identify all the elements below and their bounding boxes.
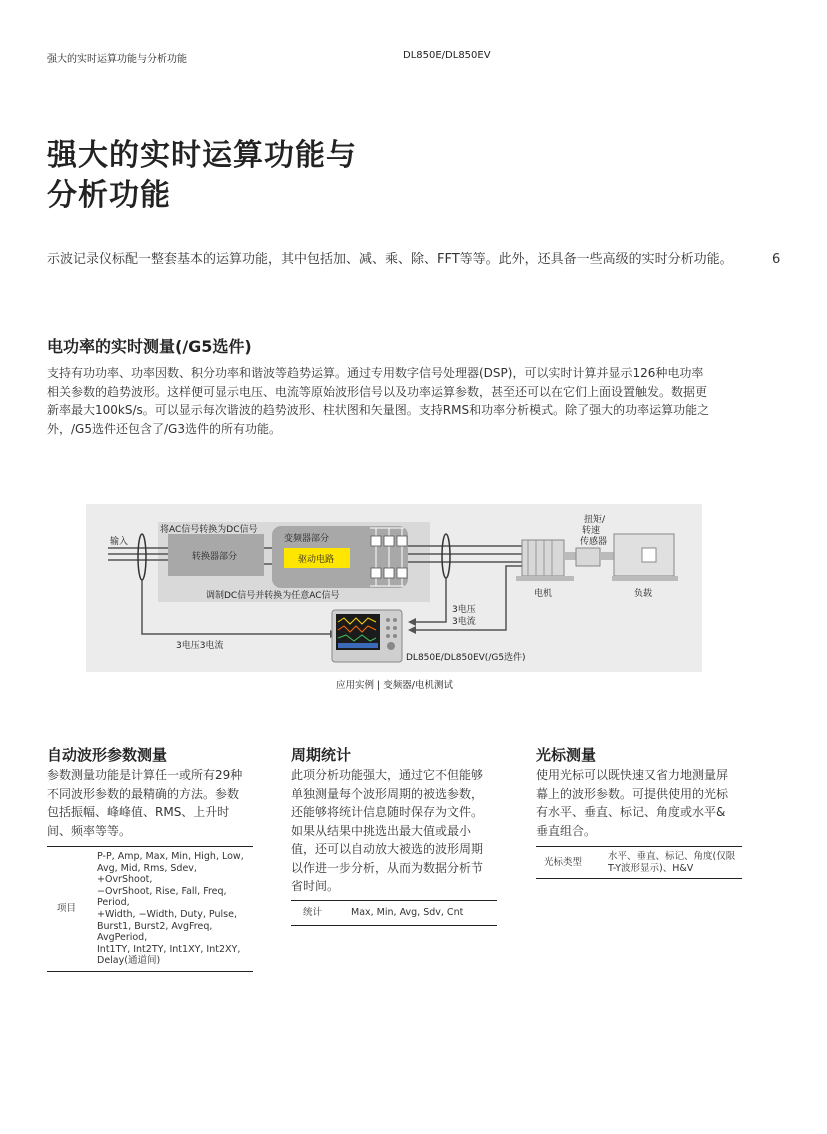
col2-heading: 周期统计: [291, 746, 352, 764]
i3-label: 3电流: [452, 617, 476, 627]
col1-table-label: 项目: [47, 847, 93, 972]
col2-line: 以作进一步分析，从而为数据分析节: [291, 860, 484, 875]
col1-line: 包括振幅、峰峰值、RMS、上升时: [47, 805, 230, 819]
intro-paragraph: 示波记录仪标配一整套基本的运算功能，其中包括加、减、乘、除、FFT等等。此外，还具备一些高级的实时分析功能。: [47, 252, 733, 267]
diagram-caption: 应用实例 | 变频器/电机测试: [336, 680, 453, 691]
param-line: Burst1, Burst2, AvgFreq, AvgPeriod,: [97, 920, 213, 944]
power-line: 相关参数的趋势波形。这样便可显示电压、电流等原始波形信号以及功率运算参数，甚至还可以在它们上面设置触发。数据更: [47, 384, 708, 399]
inverter-motor-diagram: [86, 504, 702, 672]
param-line: Avg, Mid, Rms, Sdev, +OvrShoot,: [97, 862, 197, 886]
param-line: +Width, −Width, Duty, Pulse,: [97, 908, 237, 920]
col3-line: 幕上的波形参数。可提供使用的光标: [536, 786, 729, 801]
col2-line: 如果从结果中挑选出最大值或最小: [291, 823, 472, 838]
running-header: 强大的实时运算功能与分析功能: [47, 54, 187, 65]
param-line: P-P, Amp, Max, Min, High, Low,: [97, 851, 244, 862]
converter-label: 转换器部分: [192, 552, 238, 562]
v3-label: 3电压: [452, 605, 476, 615]
col2-line: 单独测量每个波形周期的被选参数，: [291, 786, 484, 801]
col2-table-label: 统计: [291, 901, 347, 926]
param-line: Int1TY, Int2TY, Int1XY, Int2XY,: [97, 943, 241, 955]
col3-table-values: [604, 847, 742, 879]
motor-label: 电机: [534, 589, 553, 599]
col3-table-label: 光标类型: [536, 847, 604, 879]
drive-circuit-label: 驱动电路: [298, 555, 335, 565]
page-title-line2: 分析功能: [47, 178, 171, 213]
col2-table: [291, 900, 497, 926]
cursor-type-line: T-Y波形显示)、H&V: [608, 862, 694, 874]
v3i3-left-label: 3电压3电流: [176, 641, 224, 651]
col1-table: [47, 846, 253, 972]
col3-table: [536, 846, 742, 879]
dc-ac-label: 调制DC信号并转换为任意AC信号: [206, 591, 340, 601]
power-section-heading: 电功率的实时测量(/G5选件): [47, 337, 252, 356]
col3-line: 有水平、垂直、标记、角度或水平&: [536, 805, 726, 819]
col1-line: 间、频率等等。: [47, 823, 132, 838]
col2-line: 值，还可以自动放大被选的波形周期: [291, 842, 484, 856]
page-title: [47, 136, 357, 216]
col2-line: 还能够将统计信息随时保存为文件。: [291, 805, 484, 819]
power-line: 新率最大100kS/s。可以显示每次谐波的趋势波形、柱状图和矢量图。支持RMS和功率分析模式。除了强大的功率运算功能之: [47, 403, 710, 417]
col1-heading: 自动波形参数测量: [47, 746, 168, 764]
col3-heading: 光标测量: [536, 746, 597, 764]
motor-base: [516, 576, 574, 581]
col1-table-values: [93, 847, 253, 972]
torque-label-1: 扭矩/: [584, 515, 606, 525]
param-line: Delay(通道间): [97, 955, 161, 967]
col2-line: 此项分析功能强大，通过它不但能够: [291, 768, 484, 782]
col1-line: 参数测量功能是计算任一或所有29种: [47, 768, 243, 782]
torque-label-3: 传感器: [580, 537, 608, 547]
power-section-body: [47, 364, 767, 438]
power-line: 支持有功功率、功率因数、积分功率和谐波等趋势运算。通过专用数字信号处理器(DSP)，可以实时计算并显示126种电功率: [47, 366, 704, 380]
torque-sensor: [576, 548, 600, 566]
col3-line: 垂直组合。: [536, 823, 597, 838]
page-number: 6: [772, 252, 781, 267]
input-label: 输入: [110, 537, 129, 547]
col2-table-value: Max, Min, Avg, Sdv, Cnt: [347, 901, 497, 926]
col3-line: 使用光标可以既快速又省力地测量屏: [536, 768, 729, 782]
inverter-label: 变频器部分: [284, 534, 330, 544]
model-header: DL850E/DL850EV: [403, 50, 491, 61]
load-label: 负载: [634, 589, 653, 599]
ac-dc-label: 将AC信号转换为DC信号: [160, 525, 258, 535]
col1-line: 不同波形参数的最精确的方法。参数: [47, 786, 240, 801]
col2-body: [291, 766, 501, 896]
cursor-type-line: 水平、垂直、标记、角度(仅限: [608, 851, 736, 862]
col3-body: [536, 766, 746, 840]
col2-line: 省时间。: [291, 879, 340, 893]
param-line: −OvrShoot, Rise, Fall, Freq, Period,: [97, 885, 227, 909]
torque-label-2: 转速: [582, 526, 601, 536]
load-base: [612, 576, 678, 581]
page-title-line1: 强大的实时运算功能与: [47, 138, 357, 173]
power-line: 外，/G5选件还包含了/G3选件的所有功能。: [47, 421, 281, 436]
col1-body: [47, 766, 257, 840]
device-label: DL850E/DL850EV(/G5选件): [406, 653, 526, 663]
